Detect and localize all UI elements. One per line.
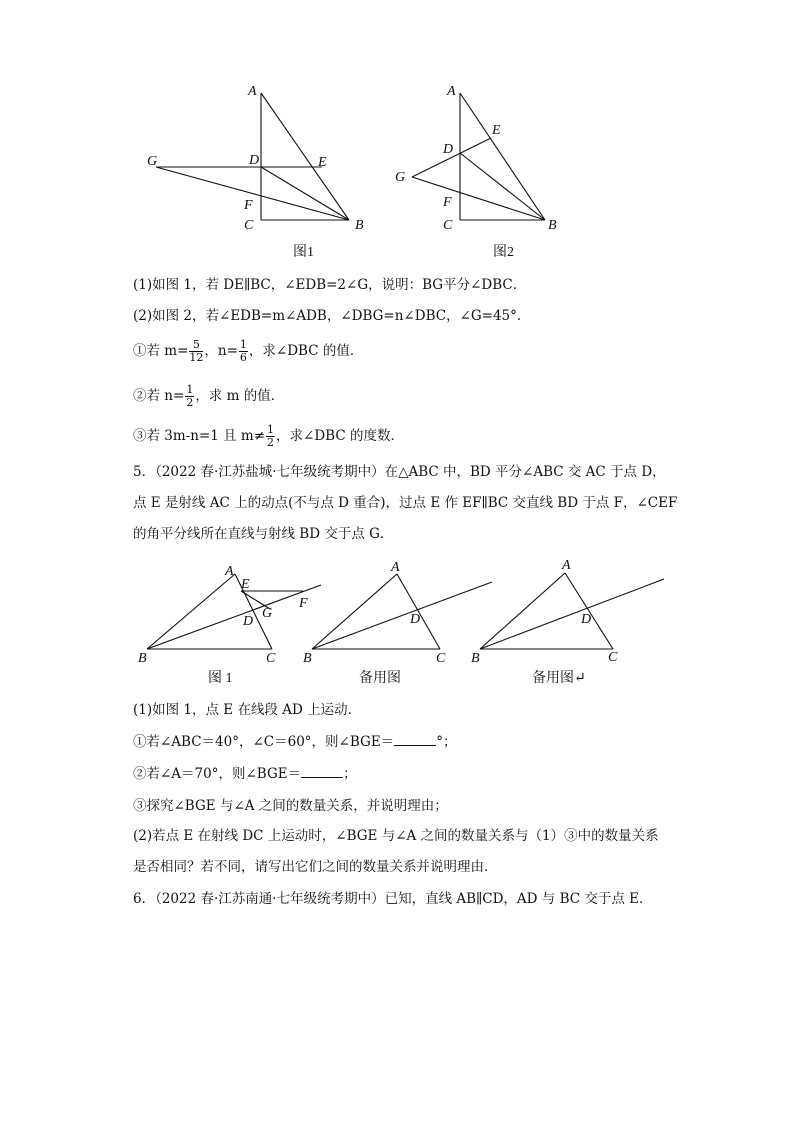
caption-p5-fig1: 图 1: [208, 671, 233, 686]
label-C: C: [244, 218, 254, 233]
fraction-n2-num: 1: [186, 383, 194, 396]
label-B: B: [138, 651, 147, 666]
label-C: C: [608, 650, 618, 665]
label-D: D: [249, 153, 260, 168]
p5-sub1: [133, 732, 456, 752]
label-E: E: [241, 577, 250, 592]
figure-1-top: [130, 75, 390, 265]
p4-sub2: [133, 382, 284, 410]
caption-p5-fig3: 备用图↵: [532, 671, 586, 686]
label-C: C: [443, 218, 453, 233]
p4-sub1-text-a: ①若 m=: [133, 343, 189, 359]
p4-sub3: [133, 422, 404, 450]
p4-q1: (1)如图 1，若 DE∥BC，∠EDB=2∠G，说明：BG平分∠DBC．: [133, 277, 527, 293]
label-A: A: [447, 84, 456, 99]
p5-sub1-text-b: °；: [436, 734, 457, 750]
label-A: A: [391, 560, 400, 575]
label-C: C: [266, 651, 276, 666]
segment-GB: [412, 177, 545, 220]
p5-figure-3-svg: [468, 558, 678, 688]
label-D: D: [243, 614, 254, 629]
segment-BA: [147, 574, 235, 649]
p5-sub2: [133, 764, 357, 784]
p5-q2-line1: (2)若点 E 在射线 DC 上运动时，∠BGE 与∠A 之间的数量关系与（1）③中的数量关系: [133, 828, 659, 844]
p6-text: 6．（2022 春·江苏南通·七年级统考期中）已知，直线 AB∥CD，AD 与 BC 交于点 E．: [133, 891, 653, 907]
label-E: E: [492, 123, 501, 138]
label-B: B: [471, 651, 480, 666]
label-D: D: [410, 612, 421, 627]
fraction-m-den: 12: [189, 351, 204, 364]
segment-BA: [480, 573, 565, 649]
figure-2-svg: [385, 75, 585, 265]
p4-sub3-text-a: ③若 3m-n=1 且 m≠: [133, 428, 266, 444]
segment-DB: [460, 153, 545, 220]
caption-p5-fig2: 备用图: [359, 671, 401, 686]
label-B: B: [303, 651, 312, 666]
p4-sub1-text-b: ，n=: [204, 343, 238, 359]
caption-fig2: 图2: [493, 245, 514, 260]
label-A: A: [562, 558, 571, 573]
answer-blank-1[interactable]: [394, 733, 436, 746]
p5-intro-line2: 点 E 是射线 AC 上的动点(不与点 D 重合)，过点 E 作 EF∥BC 交直线 BD 于点 F，∠CEF: [133, 495, 678, 511]
label-G: G: [262, 606, 273, 621]
segment-AB: [460, 93, 545, 220]
p4-sub1: [133, 337, 363, 365]
label-C: C: [436, 651, 446, 666]
segment-DB: [261, 167, 349, 220]
label-G: G: [147, 154, 158, 169]
segment-AC: [565, 573, 613, 649]
p4-sub3-text-b: ，求∠DBC 的度数．: [276, 428, 404, 444]
fraction-n-num: 1: [239, 338, 247, 351]
ray-BD: [312, 582, 492, 649]
label-A: A: [248, 84, 257, 99]
fraction-m-num: 5: [189, 339, 203, 352]
p5-sub3: ③探究∠BGE 与∠A 之间的数量关系，并说明理由；: [133, 798, 448, 814]
segment-BA: [312, 574, 397, 649]
label-E: E: [318, 155, 327, 170]
caption-fig1: 图1: [293, 245, 314, 260]
figure-1-svg: [130, 75, 390, 265]
fraction-half-num: 1: [267, 423, 275, 436]
p5-q2-line2: 是否相同？若不同，请写出它们之间的数量关系并说明理由．: [133, 859, 498, 875]
p4-sub2-text-a: ②若 n=: [133, 388, 185, 404]
label-A: A: [225, 564, 234, 579]
p4-sub2-text-b: ，求 m 的值．: [195, 388, 285, 404]
figure-2-top: [385, 75, 585, 265]
fraction-n-den: 6: [239, 351, 247, 364]
fraction-n2-den: 2: [186, 396, 194, 409]
p4-q2: (2)如图 2，若∠EDB=m∠ADB，∠DBG=n∠DBC，∠G=45°．: [133, 308, 531, 324]
ray-BD: [147, 585, 321, 649]
label-D: D: [443, 142, 454, 157]
p5-intro-line3: 的角平分线所在直线与射线 BD 交于点 G．: [133, 526, 394, 542]
fraction-m: [189, 339, 203, 364]
label-B: B: [548, 218, 557, 233]
label-F: F: [299, 596, 308, 611]
ray-BD: [480, 579, 664, 649]
p5-figure-3: [468, 558, 678, 688]
label-B: B: [355, 218, 364, 233]
p5-intro-line1: 5．（2022 春·江苏盐城·七年级统考期中）在△ABC 中，BD 平分∠ABC 交 AC 于点 D，: [133, 464, 666, 480]
segment-AB: [261, 93, 349, 220]
label-D: D: [581, 612, 592, 627]
fraction-half: [266, 424, 275, 449]
label-F: F: [443, 195, 452, 210]
fraction-n: [239, 339, 248, 364]
label-G: G: [395, 170, 406, 185]
answer-blank-2[interactable]: [301, 765, 343, 778]
p5-sub2-text-a: ②若∠A＝70°，则∠BGE＝: [133, 766, 302, 782]
p5-sub1-text-a: ①若∠ABC＝40°，∠C＝60°，则∠BGE＝: [133, 734, 395, 750]
p5-sub2-text-b: ；: [343, 766, 357, 782]
p5-q1: (1)如图 1，点 E 在线段 AD 上运动．: [133, 702, 362, 718]
fraction-n2: [185, 384, 194, 409]
p4-sub1-text-c: ，求∠DBC 的值．: [248, 343, 364, 359]
label-F: F: [244, 198, 253, 213]
fraction-half-den: 2: [267, 436, 275, 449]
